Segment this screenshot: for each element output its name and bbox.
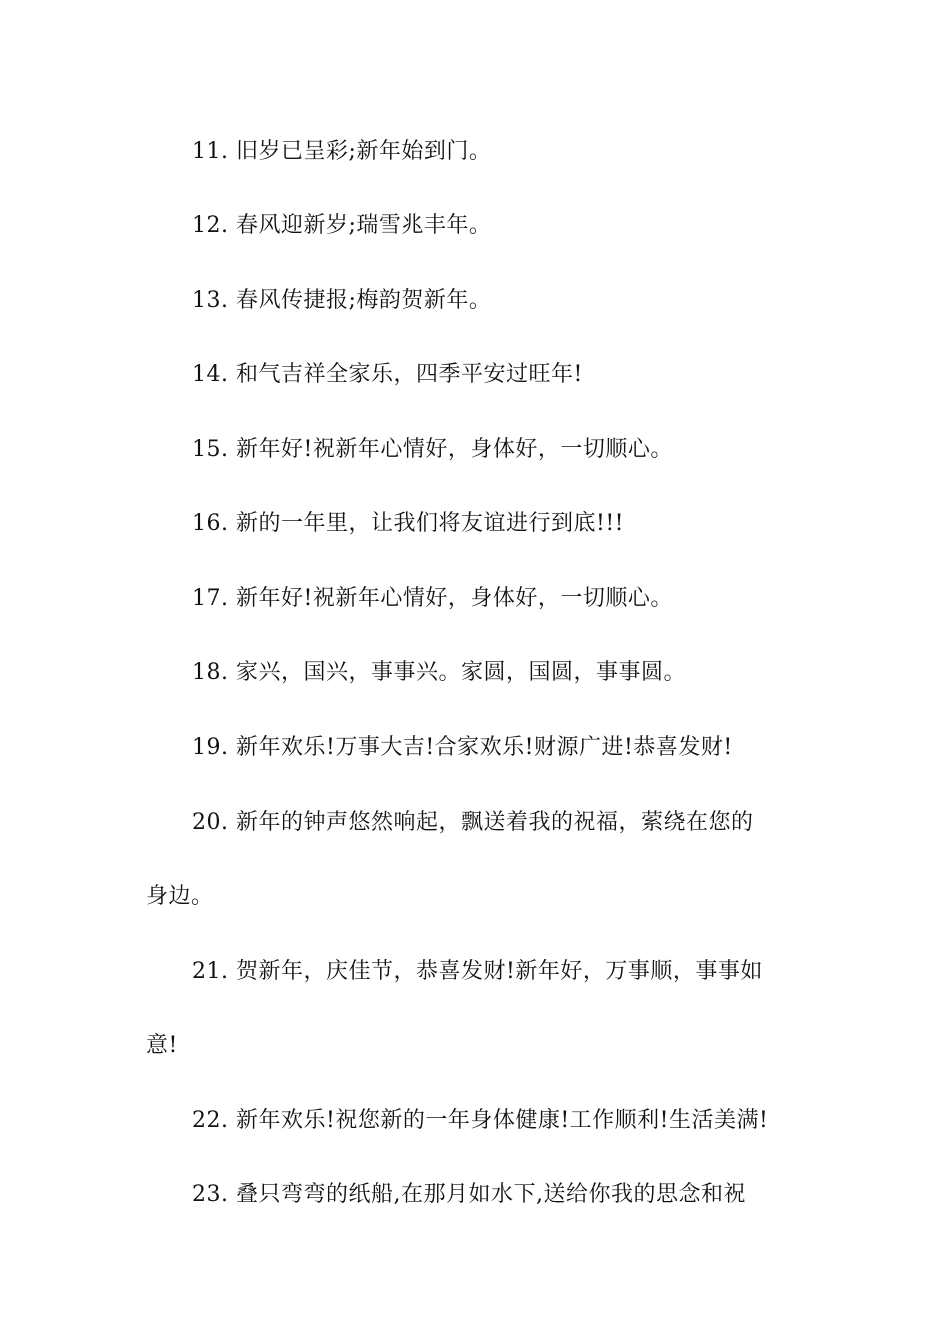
text-line-23: 23. 叠只弯弯的纸船,在那月如水下,送给你我的思念和祝	[192, 1182, 746, 1207]
text-line-21: 21. 贺新年，庆佳节，恭喜发财!新年好，万事顺，事事如	[192, 959, 763, 984]
text-line-21-continued: 意!	[146, 1033, 178, 1058]
text-line-17: 17. 新年好!祝新年心情好，身体好，一切顺心。	[192, 586, 673, 611]
text-line-14: 14. 和气吉祥全家乐，四季平安过旺年!	[192, 362, 583, 387]
text-line-19: 19. 新年欢乐!万事大吉!合家欢乐!财源广进!恭喜发财!	[192, 735, 733, 760]
text-line-22: 22. 新年欢乐!祝您新的一年身体健康!工作顺利!生活美满!	[192, 1108, 769, 1133]
text-line-20-continued: 身边。	[146, 884, 214, 909]
text-line-18: 18. 家兴，国兴，事事兴。家圆，国圆，事事圆。	[192, 660, 686, 685]
text-line-16: 16. 新的一年里，让我们将友谊进行到底!!!	[192, 511, 625, 536]
text-line-15: 15. 新年好!祝新年心情好，身体好，一切顺心。	[192, 437, 673, 462]
text-line-20: 20. 新年的钟声悠然响起，飘送着我的祝福，萦绕在您的	[192, 810, 754, 835]
text-line-11: 11. 旧岁已呈彩;新年始到门。	[192, 139, 492, 164]
text-line-13: 13. 春风传捷报;梅韵贺新年。	[192, 288, 492, 313]
text-line-12: 12. 春风迎新岁;瑞雪兆丰年。	[192, 213, 492, 238]
